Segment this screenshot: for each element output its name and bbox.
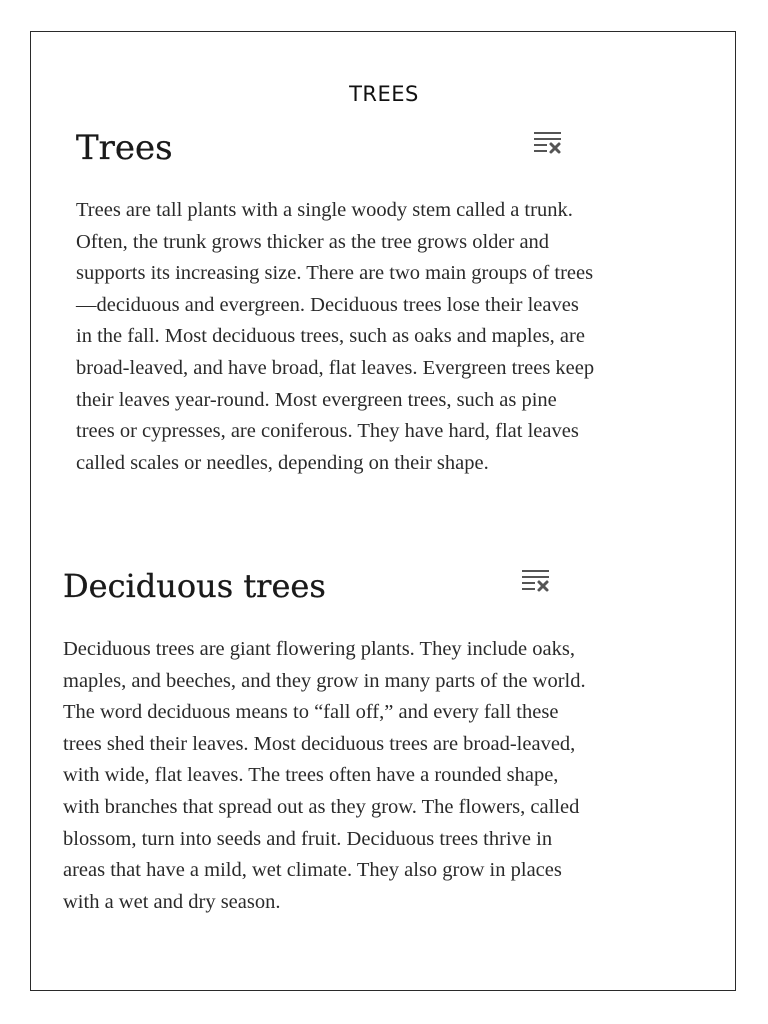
document-title: TREES — [349, 82, 419, 106]
section-deciduous-trees — [63, 566, 603, 918]
section-paragraph: Trees are tall plants with a single woody stem called a trunk. Often, the trunk grows thicker as the tree grows older and supports its increasing size. There are two main groups of trees—deciduous and evergreen. Deciduous trees lose their leaves in the fall. Most deciduous trees, such as oaks and maples, are broad-leaved, and have broad, flat leaves. Evergreen trees keep their leaves year-round. Most evergreen trees, such as pine trees or cypresses, are coniferous. They have hard, flat leaves called scales or needles, depending on their shape. — [76, 199, 595, 474]
section-paragraph: Deciduous trees are giant flowering plants. They include oaks, maples, and beeches, and they grow in many parts of the world. The word deciduous means to “fall off,” and every fall these trees shed their leaves. Most deciduous trees are broad-leaved, with wide, flat leaves. The trees often have a rounded shape, with branches that spread out as they grow. The flowers, called blossom, turn into seeds and fruit. Deciduous trees thrive in areas that have a mild, wet climate. They also grow in places with a wet and dry season. — [63, 638, 586, 913]
section-trees — [76, 128, 606, 479]
collapse-list-icon[interactable] — [521, 568, 551, 594]
section-heading: Deciduous trees — [63, 567, 326, 605]
collapse-list-icon[interactable] — [533, 130, 563, 156]
section-heading: Trees — [76, 128, 173, 168]
